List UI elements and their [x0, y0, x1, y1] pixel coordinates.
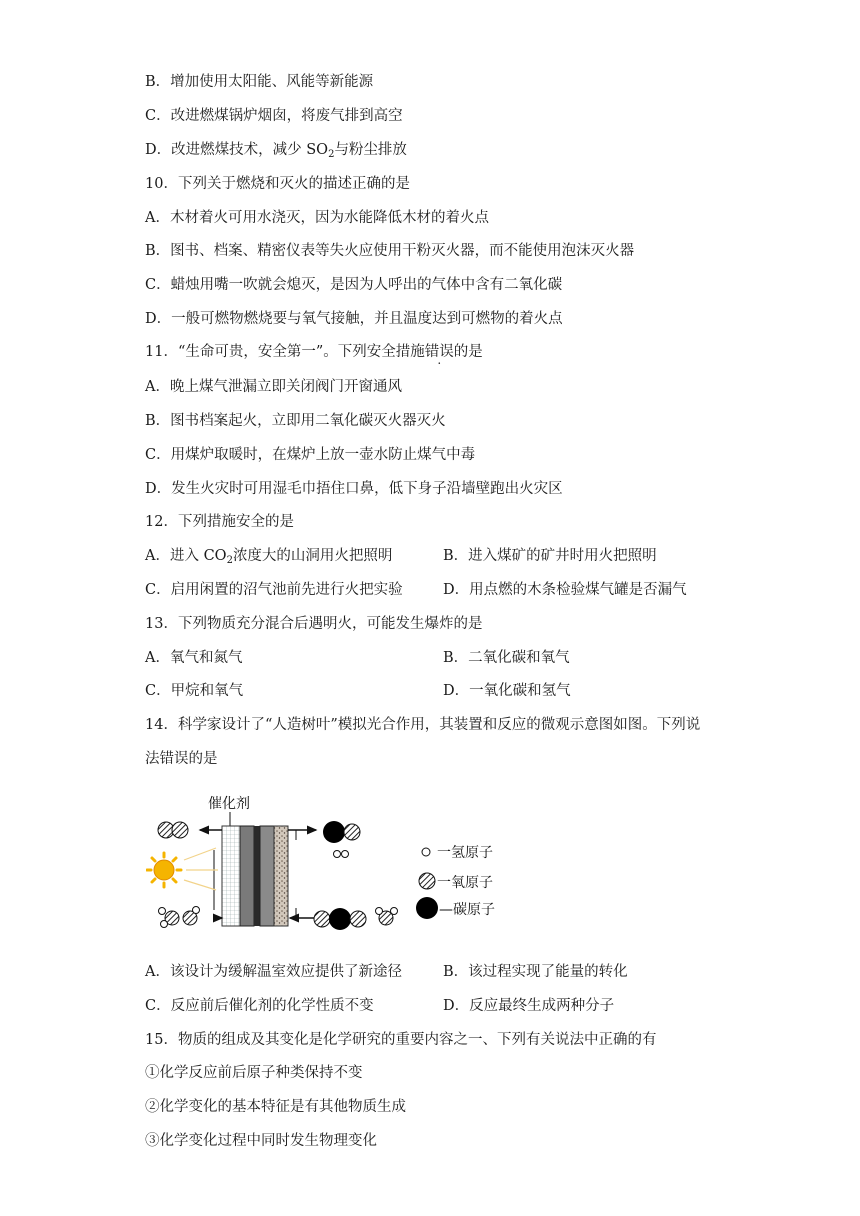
oxygen-legend-icon — [419, 873, 435, 889]
q14-option-b: B．该过程实现了能量的转化 — [443, 964, 628, 980]
electrode-plate-2 — [260, 826, 274, 926]
q10-option-b: B．图书、档案、精密仪表等失火应使用干粉灭火器，而不能使用泡沫灭火器 — [145, 243, 635, 259]
q11-option-b: B．图书档案起火，立即用二氧化碳灭火器灭火 — [145, 413, 446, 429]
q12-a-subscript: 2 — [226, 555, 233, 566]
q12-option-c: C．启用闲置的沼气池前先进行火把实验 — [145, 582, 403, 598]
legend-oxygen: 一氧原子 — [437, 875, 493, 891]
catalyst-plate — [222, 826, 240, 926]
cathode-plate — [274, 826, 288, 926]
q10-option-d: D．一般可燃物燃烧要与氧气接触，并且温度达到可燃物的着火点 — [145, 311, 563, 327]
oxygen-molecule-icon — [158, 822, 188, 838]
q14-option-d: D．反应最终生成两种分子 — [443, 998, 615, 1014]
q13-stem: 13．下列物质充分混合后遇明火，可能发生爆炸的是 — [145, 616, 483, 632]
q9-option-b: B．增加使用太阳能、风能等新能源 — [145, 74, 374, 90]
q12-a-text: A．进入 CO — [145, 548, 227, 564]
q14-stem-line1: 14．科学家设计了“人造树叶”模拟光合作用，其装置和反应的微观示意图如图。下列说 — [145, 717, 701, 733]
q9-option-c: C．改进燃煤锅炉烟囱，将废气排到高空 — [145, 108, 403, 124]
q15-statement-3: ③化学变化过程中同时发生物理变化 — [145, 1133, 377, 1149]
artificial-leaf-diagram — [146, 790, 516, 940]
q10-option-c: C．蜡烛用嘴一吹就会熄灭，是因为人呼出的气体中含有二氧化碳 — [145, 277, 563, 293]
q11-stem — [145, 342, 483, 362]
sun-icon — [147, 848, 218, 890]
q14-option-a: A．该设计为缓解温室效应提供了新途径 — [145, 964, 402, 980]
q11-stem-text: 11．“生命可贵，安全第一”。下列安全措施 — [145, 344, 425, 360]
q13-option-d: D．一氧化碳和氢气 — [443, 683, 571, 699]
q11-emphasis: 错误 — [424, 344, 454, 360]
q11-option-a: A．晚上煤气泄漏立即关闭阀门开窗通风 — [145, 379, 402, 395]
legend-hydrogen: 一氢原子 — [437, 845, 493, 861]
q12-a-text-post: 浓度大的山洞用火把照明 — [232, 548, 393, 564]
carbon-monoxide-molecule-icon — [323, 821, 360, 843]
water-molecule-icon — [159, 907, 200, 928]
q10-option-a: A．木材着火可用水浇灭，因为水能降低木材的着火点 — [145, 210, 489, 226]
q9-d-text-post: 与粉尘排放 — [334, 142, 407, 158]
hydrogen-legend-icon — [422, 848, 430, 856]
q9-option-d — [145, 140, 407, 160]
q12-stem: 12．下列措施安全的是 — [145, 514, 294, 530]
q12-option-a — [145, 546, 392, 566]
q15-statement-1: ①化学反应前后原子种类保持不变 — [145, 1065, 363, 1081]
membrane-plate — [254, 826, 260, 926]
q14-option-c: C．反应前后催化剂的化学性质不变 — [145, 998, 374, 1014]
q12-option-b: B．进入煤矿的矿井时用火把照明 — [443, 548, 657, 564]
catalyst-label: 催化剂 — [208, 796, 250, 812]
legend-carbon: —碳原子 — [439, 902, 495, 918]
q11-stem-end: 的是 — [453, 344, 483, 360]
q15-stem: 15．物质的组成及其变化是化学研究的重要内容之一、下列有关说法中正确的有 — [145, 1032, 657, 1048]
q13-option-a: A．氧气和氮气 — [145, 650, 243, 666]
carbon-dioxide-molecule-icon — [314, 908, 366, 930]
q11-option-d: D．发生火灾时可用湿毛巾捂住口鼻，低下身子沿墙壁跑出火灾区 — [145, 481, 563, 497]
water-molecule-icon-right — [376, 908, 398, 926]
water-in-arrow — [214, 916, 222, 918]
q13-option-c: C．甲烷和氧气 — [145, 683, 244, 699]
legend — [416, 845, 495, 919]
q14-stem-line2: 法错误的是 — [145, 751, 218, 767]
q15-statement-2: ②化学变化的基本特征是有其他物质生成 — [145, 1099, 406, 1115]
q9-d-text: D．改进燃煤技术，减少 SO — [145, 142, 329, 158]
hydrogen-molecule-icon — [334, 851, 349, 858]
q10-stem: 10．下列关于燃烧和灭火的描述正确的是 — [145, 176, 410, 192]
q9-d-subscript: 2 — [328, 149, 335, 160]
q12-option-d: D．用点燃的木条检验煤气罐是否漏气 — [443, 582, 687, 598]
q11-option-c: C．用煤炉取暖时，在煤炉上放一壶水防止煤气中毒 — [145, 447, 476, 463]
carbon-legend-icon — [416, 897, 438, 919]
q13-option-b: B．二氧化碳和氧气 — [443, 650, 570, 666]
electrode-plate — [240, 826, 254, 926]
